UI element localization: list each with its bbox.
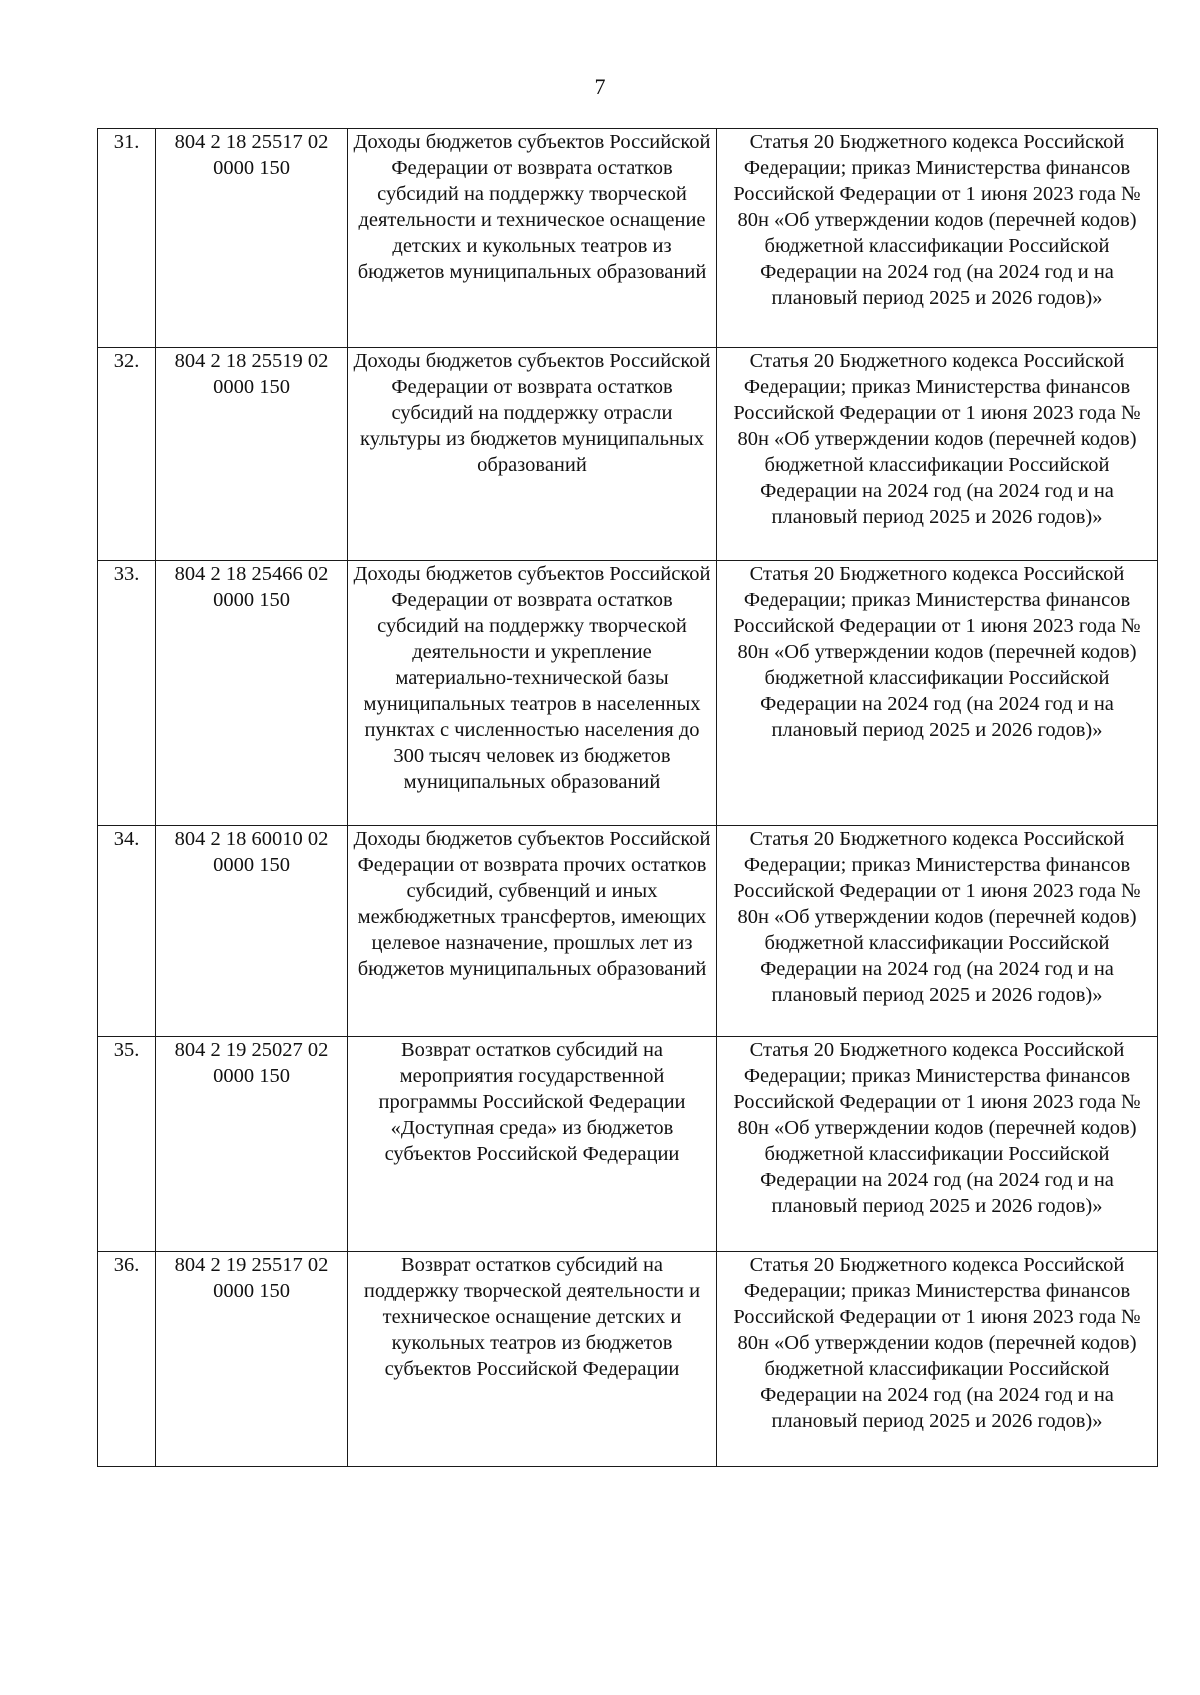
budget-code: 804 2 18 25466 02 0000 150 [156, 561, 348, 826]
legal-basis: Статья 20 Бюджетного кодекса Российской Федерации; приказ Министерства финансов Российской Федерации от 1 июня 2023 года № 80н «Об утверждении кодов (перечней кодов) бюджетной классификации Российской Федерации на 2024 год (на 2024 год и на плановый период 2025 и 2026 годов)» [717, 561, 1158, 826]
table-row [98, 1252, 1158, 1467]
legal-basis: Статья 20 Бюджетного кодекса Российской Федерации; приказ Министерства финансов Российской Федерации от 1 июня 2023 года № 80н «Об утверждении кодов (перечней кодов) бюджетной классификации Российской Федерации на 2024 год (на 2024 год и на плановый период 2025 и 2026 годов)» [717, 1252, 1158, 1467]
revenue-codes-table [97, 128, 1158, 1467]
budget-code: 804 2 18 25517 02 0000 150 [156, 129, 348, 348]
row-number: 36. [98, 1252, 156, 1467]
legal-basis: Статья 20 Бюджетного кодекса Российской Федерации; приказ Министерства финансов Российской Федерации от 1 июня 2023 года № 80н «Об утверждении кодов (перечней кодов) бюджетной классификации Российской Федерации на 2024 год (на 2024 год и на плановый период 2025 и 2026 годов)» [717, 1037, 1158, 1252]
legal-basis: Статья 20 Бюджетного кодекса Российской Федерации; приказ Министерства финансов Российской Федерации от 1 июня 2023 года № 80н «Об утверждении кодов (перечней кодов) бюджетной классификации Российской Федерации на 2024 год (на 2024 год и на плановый период 2025 и 2026 годов)» [717, 129, 1158, 348]
table-row [98, 129, 1158, 348]
page-number: 7 [594, 74, 606, 99]
revenue-name: Доходы бюджетов субъектов Российской Федерации от возврата остатков субсидий на поддержку творческой деятельности и укрепление материально-технической базы муниципальных театров в населенных пунктах с численностью населения до 300 тысяч человек из бюджетов муниципальных образований [348, 561, 717, 826]
budget-code: 804 2 19 25517 02 0000 150 [156, 1252, 348, 1467]
revenue-name: Доходы бюджетов субъектов Российской Федерации от возврата остатков субсидий на поддержку отрасли культуры из бюджетов муниципальных образований [348, 348, 717, 561]
revenue-name: Доходы бюджетов субъектов Российской Федерации от возврата остатков субсидий на поддержку творческой деятельности и техническое оснащение детских и кукольных театров из бюджетов муниципальных образований [348, 129, 717, 348]
row-number: 34. [98, 826, 156, 1037]
budget-code: 804 2 18 60010 02 0000 150 [156, 826, 348, 1037]
table-row [98, 826, 1158, 1037]
table-row [98, 561, 1158, 826]
row-number: 32. [98, 348, 156, 561]
revenue-name: Доходы бюджетов субъектов Российской Федерации от возврата прочих остатков субсидий, субвенций и иных межбюджетных трансфертов, имеющих целевое назначение, прошлых лет из бюджетов муниципальных образований [348, 826, 717, 1037]
row-number: 33. [98, 561, 156, 826]
legal-basis: Статья 20 Бюджетного кодекса Российской Федерации; приказ Министерства финансов Российской Федерации от 1 июня 2023 года № 80н «Об утверждении кодов (перечней кодов) бюджетной классификации Российской Федерации на 2024 год (на 2024 год и на плановый период 2025 и 2026 годов)» [717, 826, 1158, 1037]
budget-code: 804 2 18 25519 02 0000 150 [156, 348, 348, 561]
row-number: 31. [98, 129, 156, 348]
budget-code: 804 2 19 25027 02 0000 150 [156, 1037, 348, 1252]
row-number: 35. [98, 1037, 156, 1252]
legal-basis: Статья 20 Бюджетного кодекса Российской Федерации; приказ Министерства финансов Российской Федерации от 1 июня 2023 года № 80н «Об утверждении кодов (перечней кодов) бюджетной классификации Российской Федерации на 2024 год (на 2024 год и на плановый период 2025 и 2026 годов)» [717, 348, 1158, 561]
table-row [98, 1037, 1158, 1252]
revenue-name: Возврат остатков субсидий на мероприятия государственной программы Российской Федерации «Доступная среда» из бюджетов субъектов Российской Федерации [348, 1037, 717, 1252]
revenue-name: Возврат остатков субсидий на поддержку творческой деятельности и техническое оснащение детских и кукольных театров из бюджетов субъектов Российской Федерации [348, 1252, 717, 1467]
table-row [98, 348, 1158, 561]
